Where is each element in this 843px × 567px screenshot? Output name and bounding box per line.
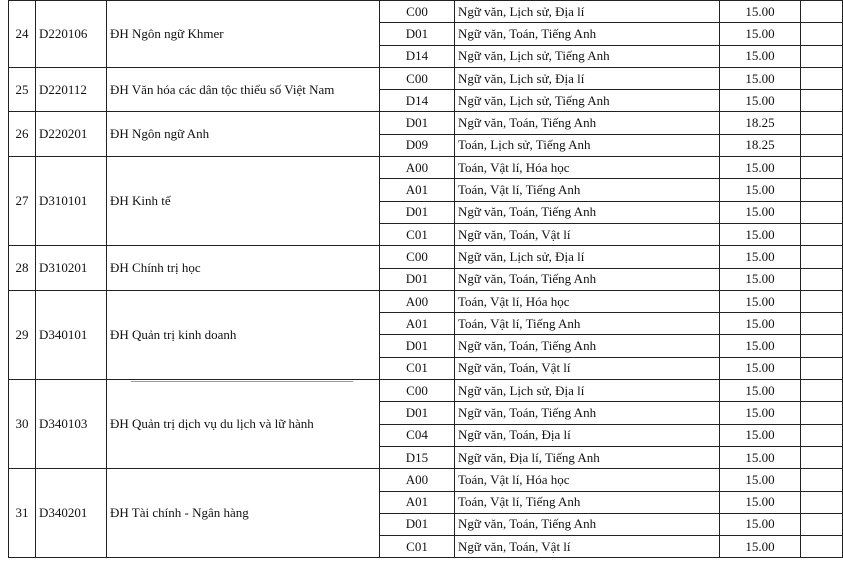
program-name: ĐH Văn hóa các dân tộc thiểu số Việt Nam	[107, 67, 380, 112]
note-cell	[801, 402, 843, 424]
benchmark-score: 15.00	[720, 357, 801, 379]
program-code: D340201	[36, 469, 107, 558]
note-cell	[801, 424, 843, 446]
program-name: ĐH Ngôn ngữ Khmer	[107, 1, 380, 68]
subject-block-code: D14	[380, 45, 455, 67]
subject-block-code: A01	[380, 491, 455, 513]
subject-block-code: C01	[380, 536, 455, 558]
note-cell	[801, 513, 843, 535]
subject-block-code: C00	[380, 246, 455, 268]
program-code: D220201	[36, 112, 107, 157]
note-cell	[801, 357, 843, 379]
subject-block-code: D01	[380, 402, 455, 424]
program-name: ĐH Quản trị dịch vụ du lịch và lữ hành	[107, 380, 380, 469]
subject-combination: Ngữ văn, Toán, Vật lí	[455, 536, 720, 558]
scan-artifact-line	[131, 381, 353, 382]
benchmark-score: 18.25	[720, 112, 801, 134]
note-cell	[801, 335, 843, 357]
program-name: ĐH Chính trị học	[107, 246, 380, 291]
subject-combination: Ngữ văn, Toán, Tiếng Anh	[455, 268, 720, 290]
program-name: ĐH Quản trị kinh doanh	[107, 290, 380, 379]
note-cell	[801, 67, 843, 89]
subject-combination: Ngữ văn, Địa lí, Tiếng Anh	[455, 446, 720, 468]
table-row	[9, 246, 843, 268]
table-row	[9, 112, 843, 134]
subject-block-code: D09	[380, 134, 455, 156]
benchmark-score: 15.00	[720, 246, 801, 268]
note-cell	[801, 536, 843, 558]
subject-block-code: D01	[380, 268, 455, 290]
subject-block-code: D01	[380, 201, 455, 223]
subject-combination: Ngữ văn, Lịch sử, Địa lí	[455, 1, 720, 23]
table-row	[9, 469, 843, 491]
subject-block-code: C00	[380, 67, 455, 89]
subject-block-code: D15	[380, 446, 455, 468]
benchmark-score: 15.00	[720, 424, 801, 446]
program-code: D220112	[36, 67, 107, 112]
note-cell	[801, 223, 843, 245]
benchmark-score: 15.00	[720, 335, 801, 357]
note-cell	[801, 290, 843, 312]
program-code: D340101	[36, 290, 107, 379]
subject-combination: Ngữ văn, Lịch sử, Địa lí	[455, 246, 720, 268]
benchmark-score: 15.00	[720, 469, 801, 491]
program-number: 28	[9, 246, 36, 291]
subject-combination: Toán, Vật lí, Tiếng Anh	[455, 491, 720, 513]
subject-block-code: A01	[380, 313, 455, 335]
note-cell	[801, 45, 843, 67]
program-number: 24	[9, 1, 36, 68]
subject-combination: Ngữ văn, Lịch sử, Địa lí	[455, 380, 720, 402]
subject-combination: Ngữ văn, Toán, Tiếng Anh	[455, 23, 720, 45]
subject-block-code: D01	[380, 513, 455, 535]
subject-combination: Ngữ văn, Toán, Tiếng Anh	[455, 112, 720, 134]
note-cell	[801, 179, 843, 201]
benchmark-score: 15.00	[720, 179, 801, 201]
table-row	[9, 67, 843, 89]
subject-block-code: C01	[380, 223, 455, 245]
subject-combination: Toán, Vật lí, Tiếng Anh	[455, 179, 720, 201]
benchmark-score: 15.00	[720, 45, 801, 67]
subject-block-code: D14	[380, 90, 455, 112]
program-code: D310201	[36, 246, 107, 291]
note-cell	[801, 491, 843, 513]
benchmark-score: 15.00	[720, 491, 801, 513]
program-number: 30	[9, 380, 36, 469]
subject-block-code: A01	[380, 179, 455, 201]
program-number: 29	[9, 290, 36, 379]
benchmark-score: 15.00	[720, 67, 801, 89]
note-cell	[801, 313, 843, 335]
note-cell	[801, 134, 843, 156]
program-number: 31	[9, 469, 36, 558]
subject-combination: Toán, Lịch sử, Tiếng Anh	[455, 134, 720, 156]
table-row	[9, 380, 843, 402]
subject-combination: Toán, Vật lí, Hóa học	[455, 469, 720, 491]
table-row	[9, 1, 843, 23]
note-cell	[801, 23, 843, 45]
note-cell	[801, 112, 843, 134]
program-code: D310101	[36, 157, 107, 246]
admission-score-table	[8, 0, 843, 558]
subject-combination: Ngữ văn, Lịch sử, Tiếng Anh	[455, 45, 720, 67]
subject-block-code: C01	[380, 357, 455, 379]
subject-combination: Ngữ văn, Toán, Địa lí	[455, 424, 720, 446]
benchmark-score: 18.25	[720, 134, 801, 156]
subject-combination: Ngữ văn, Toán, Tiếng Anh	[455, 335, 720, 357]
subject-combination: Ngữ văn, Lịch sử, Địa lí	[455, 67, 720, 89]
subject-block-code: A00	[380, 157, 455, 179]
note-cell	[801, 157, 843, 179]
note-cell	[801, 469, 843, 491]
note-cell	[801, 380, 843, 402]
subject-block-code: C00	[380, 1, 455, 23]
note-cell	[801, 201, 843, 223]
benchmark-score: 15.00	[720, 402, 801, 424]
subject-block-code: D01	[380, 23, 455, 45]
benchmark-score: 15.00	[720, 313, 801, 335]
benchmark-score: 15.00	[720, 223, 801, 245]
subject-block-code: C04	[380, 424, 455, 446]
subject-combination: Ngữ văn, Toán, Vật lí	[455, 223, 720, 245]
subject-combination: Ngữ văn, Toán, Vật lí	[455, 357, 720, 379]
benchmark-score: 15.00	[720, 446, 801, 468]
program-name: ĐH Kinh tế	[107, 157, 380, 246]
benchmark-score: 15.00	[720, 1, 801, 23]
program-number: 27	[9, 157, 36, 246]
note-cell	[801, 1, 843, 23]
benchmark-score: 15.00	[720, 90, 801, 112]
program-name: ĐH Tài chính - Ngân hàng	[107, 469, 380, 558]
subject-combination: Ngữ văn, Lịch sử, Tiếng Anh	[455, 90, 720, 112]
subject-block-code: D01	[380, 335, 455, 357]
subject-combination: Ngữ văn, Toán, Tiếng Anh	[455, 201, 720, 223]
subject-combination: Toán, Vật lí, Tiếng Anh	[455, 313, 720, 335]
note-cell	[801, 90, 843, 112]
subject-block-code: D01	[380, 112, 455, 134]
table-row	[9, 290, 843, 312]
benchmark-score: 15.00	[720, 290, 801, 312]
subject-combination: Toán, Vật lí, Hóa học	[455, 290, 720, 312]
program-code: D340103	[36, 380, 107, 469]
subject-block-code: A00	[380, 469, 455, 491]
subject-combination: Toán, Vật lí, Hóa học	[455, 157, 720, 179]
benchmark-score: 15.00	[720, 201, 801, 223]
program-name: ĐH Ngôn ngữ Anh	[107, 112, 380, 157]
subject-combination: Ngữ văn, Toán, Tiếng Anh	[455, 402, 720, 424]
subject-block-code: A00	[380, 290, 455, 312]
program-number: 25	[9, 67, 36, 112]
note-cell	[801, 246, 843, 268]
benchmark-score: 15.00	[720, 380, 801, 402]
benchmark-score: 15.00	[720, 513, 801, 535]
note-cell	[801, 446, 843, 468]
benchmark-score: 15.00	[720, 268, 801, 290]
benchmark-score: 15.00	[720, 157, 801, 179]
program-number: 26	[9, 112, 36, 157]
program-code: D220106	[36, 1, 107, 68]
subject-block-code: C00	[380, 380, 455, 402]
benchmark-score: 15.00	[720, 536, 801, 558]
note-cell	[801, 268, 843, 290]
subject-combination: Ngữ văn, Toán, Tiếng Anh	[455, 513, 720, 535]
benchmark-score: 15.00	[720, 23, 801, 45]
table-row	[9, 157, 843, 179]
